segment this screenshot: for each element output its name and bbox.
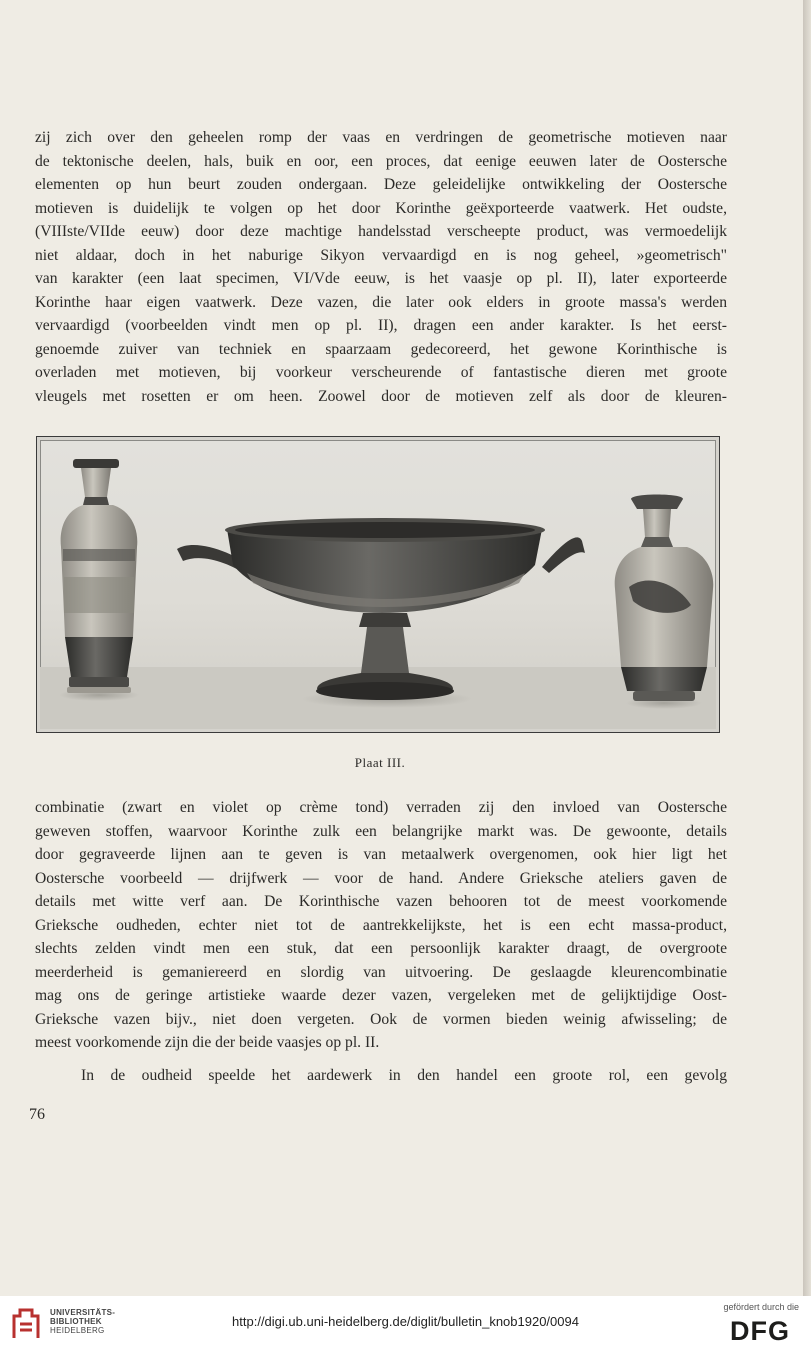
text-line: van karakter (een laat specimen, VI/Vde eeuw, is het vaasje op pl. II), later exporteerde xyxy=(35,270,727,287)
plate-caption: Plaat III. xyxy=(354,755,406,770)
paragraph-3 xyxy=(35,1064,727,1088)
text-line: slechts zelden vindt men een stuk, dat een persoonlijk karakter draagt, de overgroote xyxy=(35,940,727,957)
paragraph-2 xyxy=(35,796,727,1055)
text-line: details met witte verf aan. De Korinthische vazen behooren tot de meest voorkomende xyxy=(35,893,727,910)
text-line: In de oudheid speelde het aardewerk in den handel een groote rol, een gevolg xyxy=(81,1067,727,1084)
text-line: Grieksche vazen bijv., niet doen vergeten. Ook de vormen bieden weinig afwisseling; de xyxy=(35,1010,727,1028)
paragraph-1 xyxy=(35,126,727,408)
text-line: vervaardigd (voorbeelden vindt men op pl. II), dragen een ander karakter. Is het eerst- xyxy=(35,317,727,334)
dfg-logo-text: DFG xyxy=(730,1316,790,1344)
left-lekythos xyxy=(59,459,139,701)
right-lekythos xyxy=(615,495,714,710)
text-line: niet aldaar, doch in het naburige Sikyon vervaardigd en is nog geheel, »geometrisch" xyxy=(35,246,727,264)
text-line: combinatie (zwart en violet op crème tond) verraden zij den invloed van Oostersche xyxy=(35,799,727,816)
text-line: zij zich over den geheelen romp der vaas en verdringen de geometrische motieven naar xyxy=(35,129,727,146)
permalink xyxy=(0,1314,811,1329)
text-line: vleugels met rosetten er om heen. Zoowel door de motieven zelf als door de kleuren- xyxy=(35,387,727,405)
text-line: geweven stoffen, waarvoor Korinthe zulk een belangrijke markt was. De gewoonte, details xyxy=(35,822,727,840)
text-line: elementen op hun beurt zouden ondergaan. Deze geleidelijke ontwikkeling der Oostersche xyxy=(35,176,727,193)
page-number: 76 xyxy=(29,1106,45,1123)
text-line: genoemde zuiver van techniek en spaarzaam gedecoreerd, het gewone Korinthische is xyxy=(35,340,727,358)
text-line: meerderheid is gemaniereerd en slordig van uitvoering. De geslaagde kleurencombinatie xyxy=(35,963,727,981)
text-line: Korinthe haar eigen vaatwerk. Deze vazen, die later ook elders in groote massa's werden xyxy=(35,293,727,311)
text-line: meest voorkomende zijn die der beide vaasjes op pl. II. xyxy=(35,1034,380,1051)
library-name-line: HEIDELBERG xyxy=(50,1326,105,1335)
funder-label: gefördert durch die xyxy=(723,1302,799,1312)
text-line: overladen met motieven, bij voorkeur verscheurende of fantastische dieren met groote xyxy=(35,364,727,381)
text-line: de tektonische deelen, hals, buik en oor, een proces, dat eenige eeuwen later de Oostersche xyxy=(35,152,727,170)
viewer-footer xyxy=(0,1296,811,1353)
permalink-link[interactable]: http://digi.ub.uni-heidelberg.de/diglit/bulletin_knob1920/0094 xyxy=(232,1314,579,1329)
vases-illustration xyxy=(37,437,719,732)
text-line: motieven is duidelijk te volgen op het door Korinthe geëxporteerde vaatwerk. Het oudste, xyxy=(35,199,727,217)
text-line: door gegraveerde lijnen aan te geven is van metaalwerk overgenomen, ook hier ligt het xyxy=(35,846,727,863)
text-line: Oostersche voorbeeld — drijfwerk — voor de hand. Andere Grieksche ateliers gaven de xyxy=(35,869,727,887)
library-name-line: UNIVERSITÄTS- xyxy=(50,1308,116,1317)
plate-photograph xyxy=(36,436,720,733)
dfg-logo-icon[interactable] xyxy=(721,1316,799,1344)
page-edge xyxy=(803,0,811,1296)
text-line: (VIIIste/VIIde eeuw) door deze machtige handelsstad verscheepte product, was vermoedelijk xyxy=(35,223,727,240)
text-line: mag ons de geringe artistieke waarde dezer vazen, vergeleken met de gelijktijdige Oost- xyxy=(35,987,727,1004)
library-name-line: BIBLIOTHEK xyxy=(50,1317,102,1326)
text-line: Grieksche oudheden, echter niet tot de aantrekkelijkste, het is een echt massa-product, xyxy=(35,916,727,934)
